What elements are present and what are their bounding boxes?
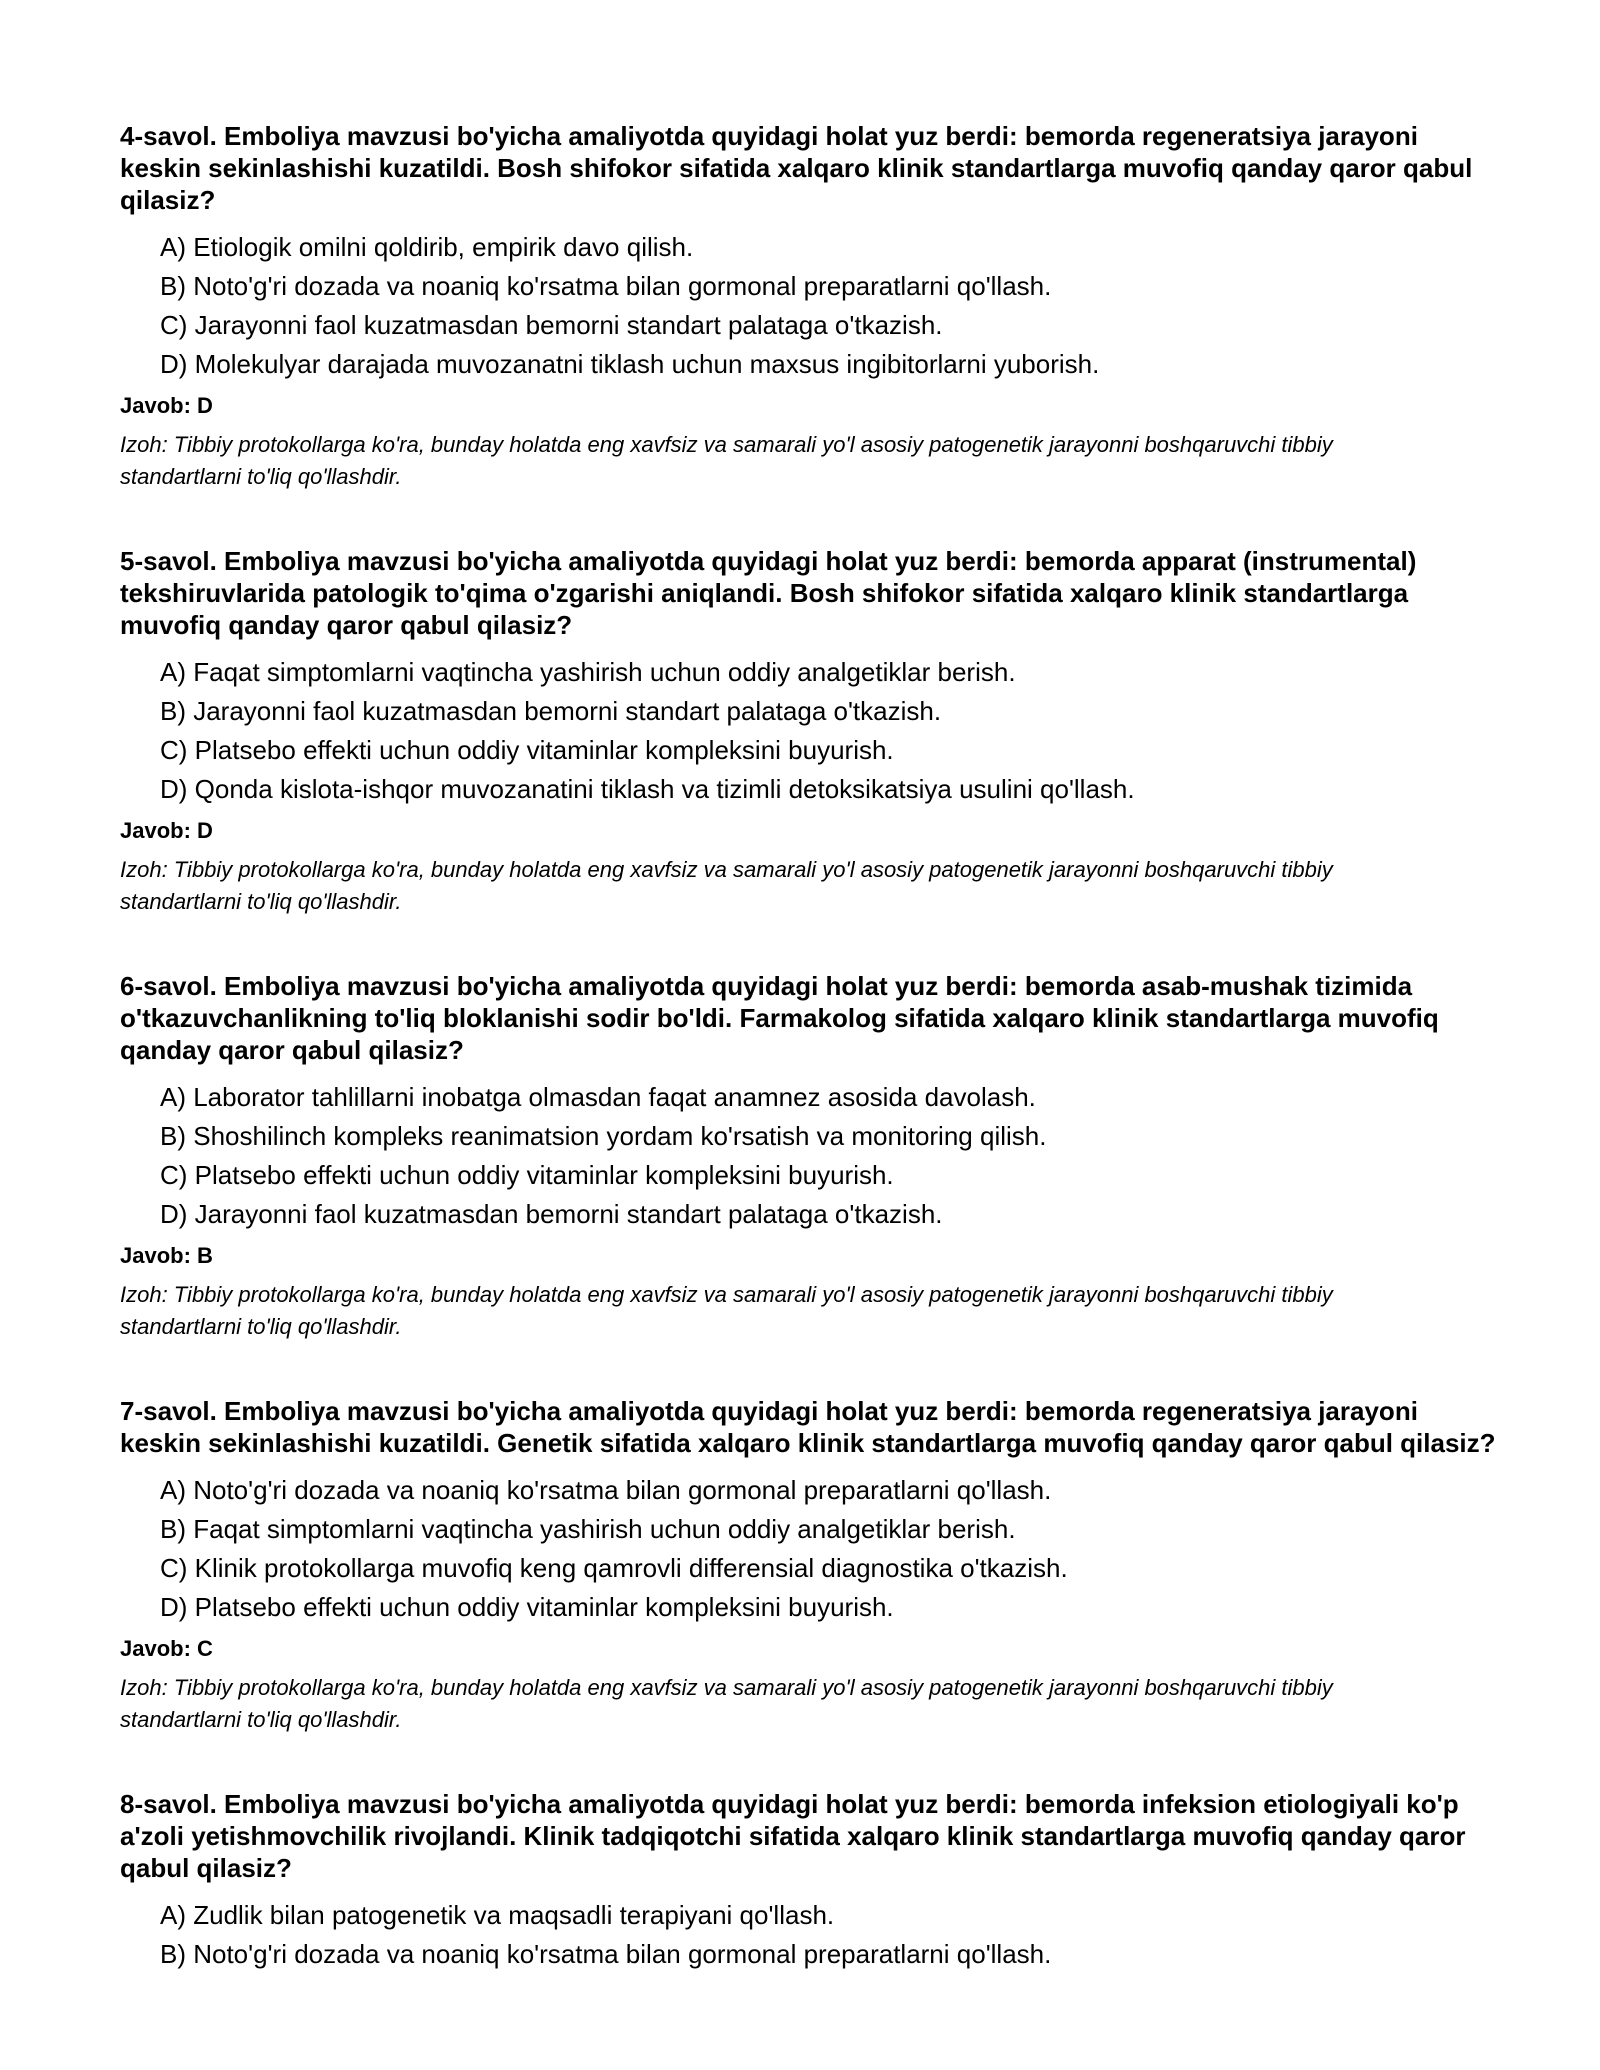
- option-a: A) Laborator tahlillarni inobatga olmasdan faqat anamnez asosida davolash.: [160, 1082, 1036, 1112]
- question-title: 7-savol. Emboliya mavzusi bo'yicha amaliyotda quyidagi holat yuz berdi: bemorda regeneratsiya jarayoni keskin sekinlashishi kuzatildi. Genetik sifatida xalqaro klinik standartlarga muvofiq qanday qaror qabul qilasiz?: [120, 1396, 1496, 1458]
- question-8: [120, 1788, 1500, 1974]
- question-title: 5-savol. Emboliya mavzusi bo'yicha amaliyotda quyidagi holat yuz berdi: bemorda apparat (instrumental) tekshiruvlarida patologik to'qima o'zgarishi aniqlandi. Bosh shifokor sifatida xalqaro klinik standartlarga muvofiq qanday qaror qabul qilasiz?: [120, 546, 1417, 640]
- option-b: B) Faqat simptomlarni vaqtincha yashirish uchun oddiy analgetiklar berish.: [160, 1514, 1016, 1544]
- option-a: A) Etiologik omilni qoldirib, empirik davo qilish.: [160, 232, 694, 262]
- explanation-note: Izoh: Tibbiy protokollarga ko'ra, bunday holatda eng xavfsiz va samarali yo'l asosiy patogenetik jarayonni boshqaruvchi tibbiy standartlarni to'liq qo'llashdir.: [120, 432, 1333, 489]
- question-title: 8-savol. Emboliya mavzusi bo'yicha amaliyotda quyidagi holat yuz berdi: bemorda infeksion etiologiyali ko'p a'zoli yetishmovchilik rivojlandi. Klinik tadqiqotchi sifatida xalqaro klinik standartlarga muvofiq qanday qaror qabul qilasiz?: [120, 1789, 1466, 1883]
- option-list: [120, 228, 1500, 384]
- question-6: [120, 970, 1500, 1343]
- option-list: [120, 1896, 1500, 1974]
- explanation-note: Izoh: Tibbiy protokollarga ko'ra, bunday holatda eng xavfsiz va samarali yo'l asosiy patogenetik jarayonni boshqaruvchi tibbiy standartlarni to'liq qo'llashdir.: [120, 1675, 1333, 1732]
- explanation-note: Izoh: Tibbiy protokollarga ko'ra, bunday holatda eng xavfsiz va samarali yo'l asosiy patogenetik jarayonni boshqaruvchi tibbiy standartlarni to'liq qo'llashdir.: [120, 1282, 1333, 1339]
- option-a: A) Noto'g'ri dozada va noaniq ko'rsatma bilan gormonal preparatlarni qo'llash.: [160, 1475, 1052, 1505]
- question-5: [120, 545, 1500, 918]
- answer-label: Javob: D: [120, 393, 213, 418]
- option-b: B) Noto'g'ri dozada va noaniq ko'rsatma bilan gormonal preparatlarni qo'llash.: [160, 271, 1052, 301]
- option-c: C) Jarayonni faol kuzatmasdan bemorni standart palataga o'tkazish.: [160, 310, 943, 340]
- question-title: 4-savol. Emboliya mavzusi bo'yicha amaliyotda quyidagi holat yuz berdi: bemorda regeneratsiya jarayoni keskin sekinlashishi kuzatildi. Bosh shifokor sifatida xalqaro klinik standartlarga muvofiq qanday qaror qabul qilasiz?: [120, 121, 1473, 215]
- answer-label: Javob: D: [120, 818, 213, 843]
- option-c: C) Platsebo effekti uchun oddiy vitaminlar kompleksini buyurish.: [160, 735, 894, 765]
- option-b: B) Jarayonni faol kuzatmasdan bemorni standart palataga o'tkazish.: [160, 696, 942, 726]
- question-title: 6-savol. Emboliya mavzusi bo'yicha amaliyotda quyidagi holat yuz berdi: bemorda asab-mushak tizimida o'tkazuvchanlikning to'liq bloklanishi sodir bo'ldi. Farmakolog sifatida xalqaro klinik standartlarga muvofiq qanday qaror qabul qilasiz?: [120, 971, 1439, 1065]
- answer-label: Javob: B: [120, 1243, 213, 1268]
- option-d: D) Molekulyar darajada muvozanatni tiklash uchun maxsus ingibitorlarni yuborish.: [160, 349, 1100, 379]
- option-a: A) Faqat simptomlarni vaqtincha yashirish uchun oddiy analgetiklar berish.: [160, 657, 1016, 687]
- question-4: [120, 120, 1500, 493]
- option-list: [120, 653, 1500, 809]
- option-d: D) Platsebo effekti uchun oddiy vitaminlar kompleksini buyurish.: [160, 1592, 894, 1622]
- explanation-note: Izoh: Tibbiy protokollarga ko'ra, bunday holatda eng xavfsiz va samarali yo'l asosiy patogenetik jarayonni boshqaruvchi tibbiy standartlarni to'liq qo'llashdir.: [120, 857, 1333, 914]
- option-d: D) Jarayonni faol kuzatmasdan bemorni standart palataga o'tkazish.: [160, 1199, 943, 1229]
- option-a: A) Zudlik bilan patogenetik va maqsadli terapiyani qo'llash.: [160, 1900, 835, 1930]
- option-d: D) Qonda kislota-ishqor muvozanatini tiklash va tizimli detoksikatsiya usulini qo'llash.: [160, 774, 1135, 804]
- question-7: [120, 1395, 1500, 1736]
- option-b: B) Noto'g'ri dozada va noaniq ko'rsatma bilan gormonal preparatlarni qo'llash.: [160, 1939, 1052, 1969]
- option-list: [120, 1078, 1500, 1234]
- document-page: [120, 120, 1500, 2026]
- option-c: C) Klinik protokollarga muvofiq keng qamrovli differensial diagnostika o'tkazish.: [160, 1553, 1068, 1583]
- option-list: [120, 1471, 1500, 1627]
- option-c: C) Platsebo effekti uchun oddiy vitaminlar kompleksini buyurish.: [160, 1160, 894, 1190]
- answer-label: Javob: C: [120, 1636, 213, 1661]
- option-b: B) Shoshilinch kompleks reanimatsion yordam ko'rsatish va monitoring qilish.: [160, 1121, 1047, 1151]
